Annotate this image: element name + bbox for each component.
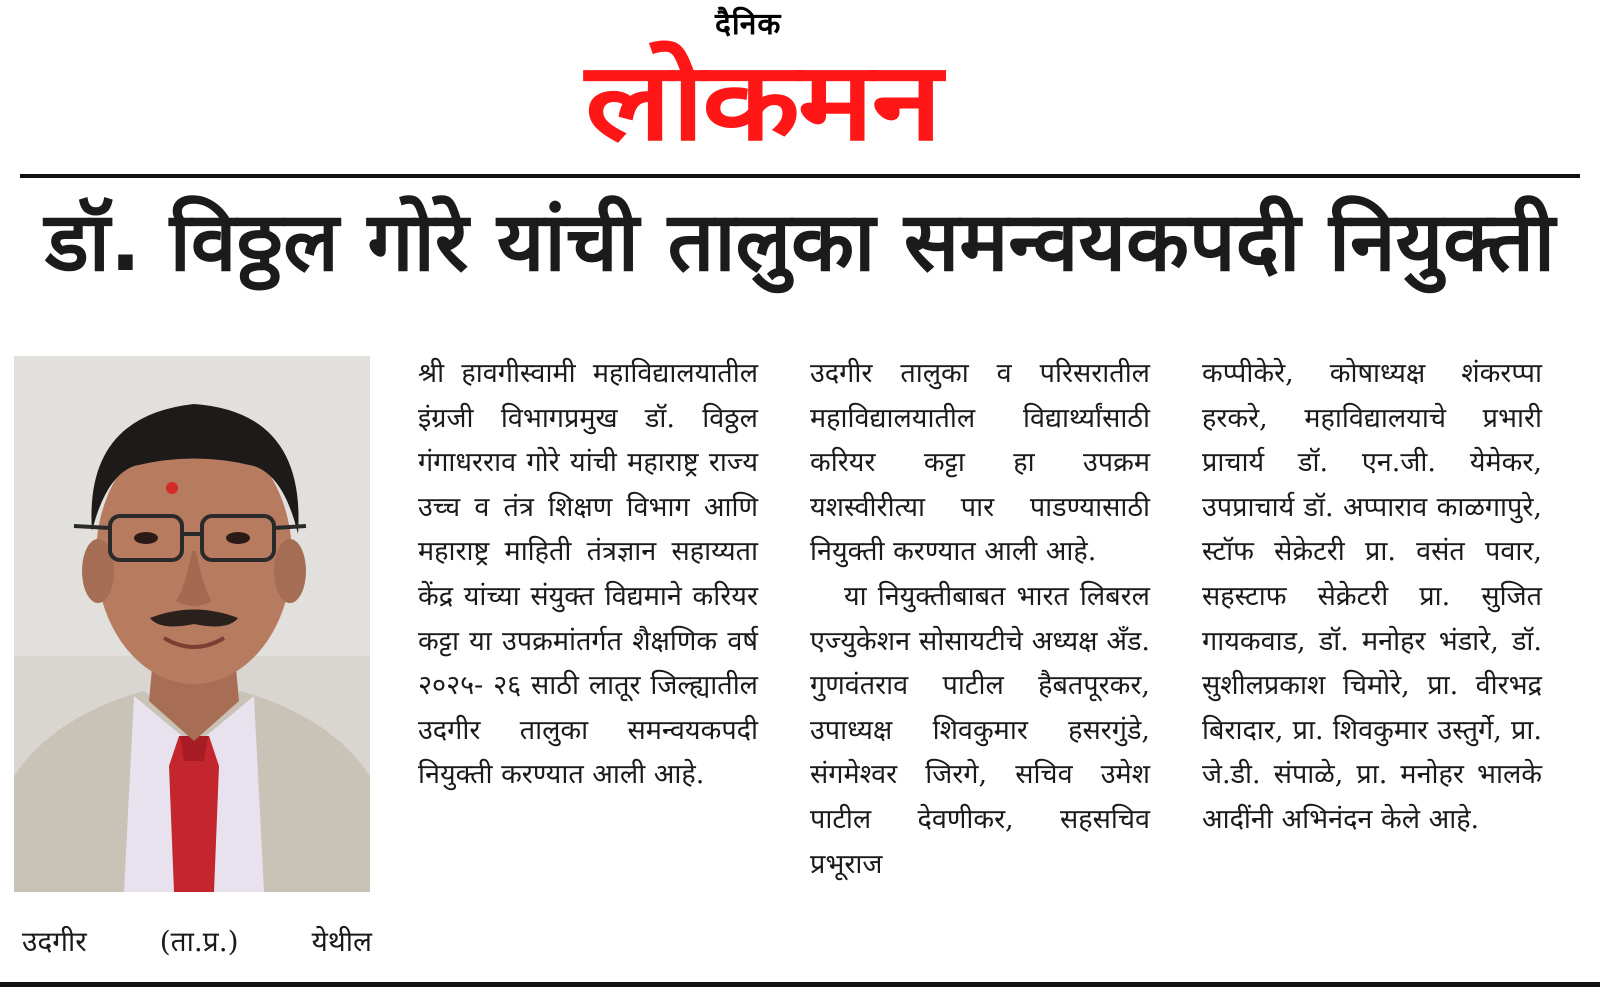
article-paragraph: या नियुक्तीबाबत भारत लिबरल एज्युकेशन सोसायटीचे अध्यक्ष अँड. गुणवंतराव पाटील हैबतपूरकर, उपाध्यक्ष शिवकुमार हसरगुंडे, संगमेश्वर जिरगे, सचिव उमेश पाटील देवणीकर, सहसचिव प्रभूराज: [810, 580, 1150, 880]
newspaper-masthead: [470, 0, 1055, 170]
article-paragraph: श्री हावगीस्वामी महाविद्यालयातील इंग्रजी विभागप्रमुख डॉ. विठ्ठल गंगाधरराव गोरे यांची महाराष्ट्र राज्य उच्च व तंत्र शिक्षण विभाग आणि महाराष्ट्र माहिती तंत्रज्ञान सहाय्यता केंद्र यांच्या संयुक्त विद्यमाने करियर कट्टा या उपक्रमांतर्गत शैक्षणिक वर्ष २०२५- २६ साठी लातूर जिल्ह्यातील उदगीर तालुका समन्वयकपदी नियुक्ती करण्यात आली आहे.: [418, 358, 758, 791]
article-column-3: [1202, 352, 1542, 843]
article-column-1: [418, 352, 758, 798]
portrait-illustration: [14, 356, 370, 892]
newspaper-logo: लोकमन: [585, 40, 940, 165]
photo-caption: उदगीर (ता.प्र.) येथील: [22, 925, 372, 958]
portrait-photo: [14, 356, 370, 892]
article-column-2: [810, 352, 1150, 887]
masthead-divider: [20, 174, 1580, 178]
article-headline: डॉ. विठ्ठल गोरे यांची तालुका समन्वयकपदी नियुक्ती: [44, 195, 1556, 290]
bottom-divider: [0, 982, 1600, 987]
masthead-kicker: दैनिक: [715, 7, 782, 42]
article-paragraph: उदगीर तालुका व परिसरातील महाविद्यालयातील विद्यार्थ्यांसाठी करियर कट्टा हा उपक्रम यशस्वीरीत्या पार पाडण्यासाठी नियुक्ती करण्यात आली आहे.: [810, 358, 1150, 568]
article-paragraph: कप्पीकेरे, कोषाध्यक्ष शंकरप्पा हरकरे, महाविद्यालयाचे प्रभारी प्राचार्य डॉ. एन.जी. येमेकर, उपप्राचार्य डॉ. अप्पाराव काळगापुरे, स्टॉफ सेक्रेटरी प्रा. वसंत पवार, सहस्टाफ सेक्रेटरी प्रा. सुजित गायकवाड, डॉ. मनोहर भंडारे, डॉ. सुशीलप्रकाश चिमोरे, प्रा. वीरभद्र बिरादार, प्रा. शिवकुमार उस्तुर्गे, प्रा. जे.डी. संपाळे, प्रा. मनोहर भालके आदींनी अभिनंदन केले आहे.: [1202, 358, 1542, 835]
